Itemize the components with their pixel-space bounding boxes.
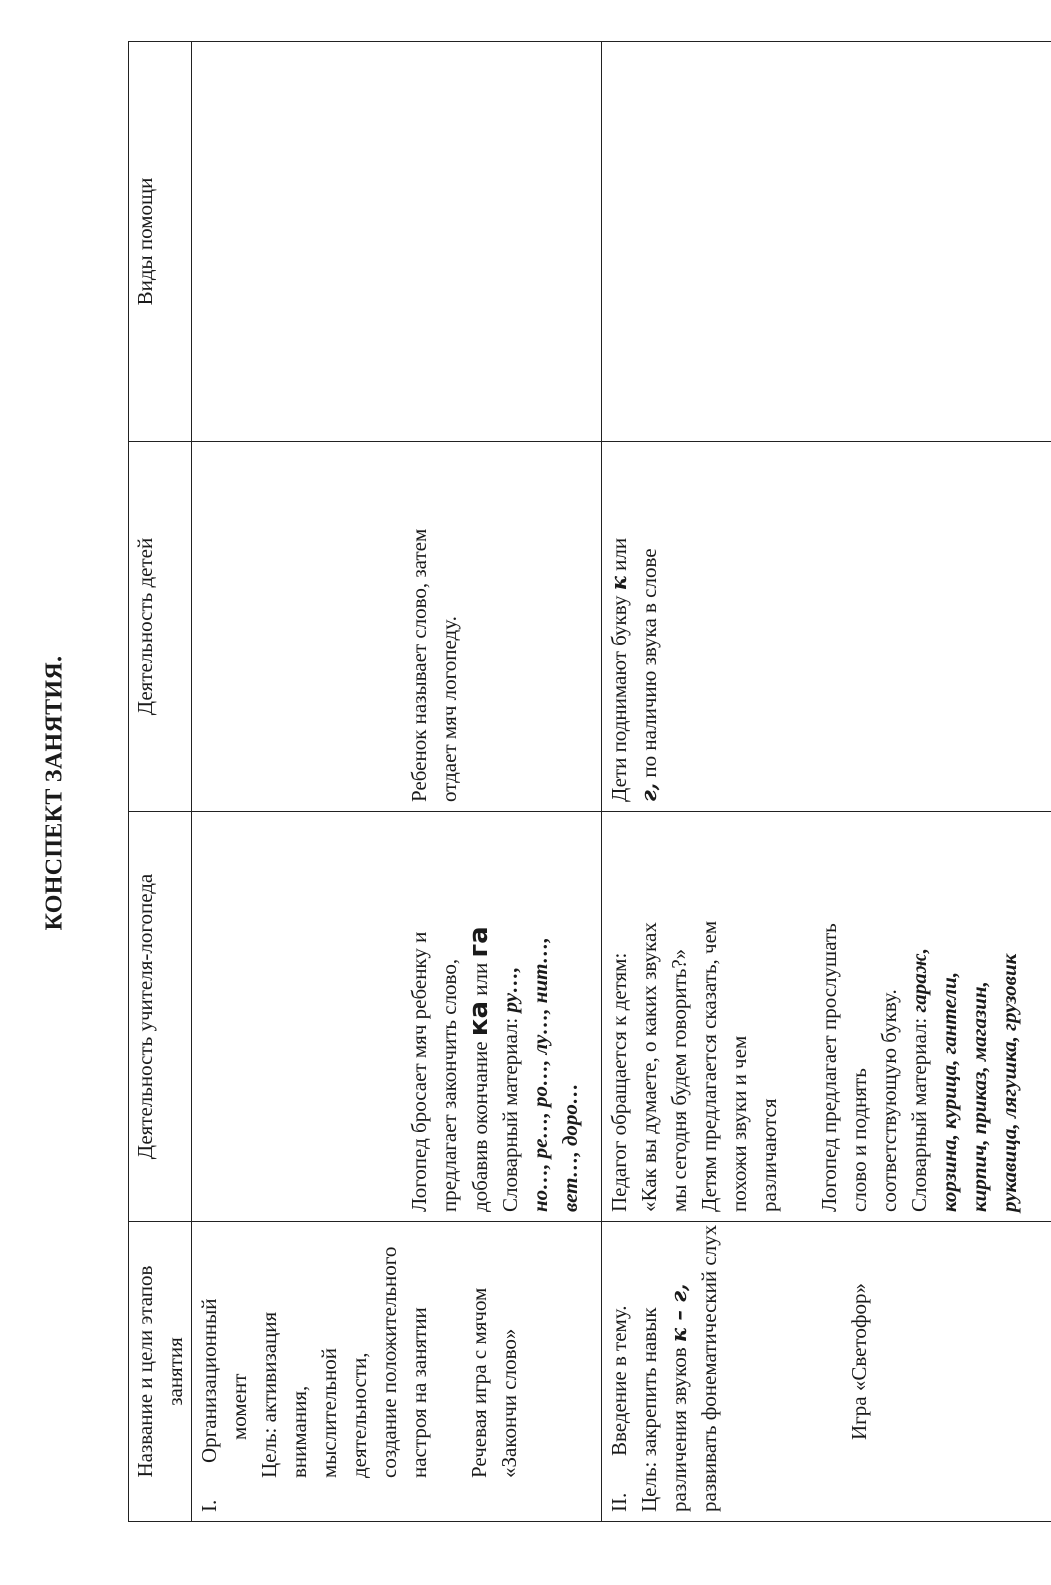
material-label: Словарный материал: [907, 1017, 931, 1212]
row2-teacher-material [904, 821, 934, 1212]
row2-help-cell [602, 42, 1051, 442]
row2-game: Игра «Светофор» [847, 1283, 871, 1440]
header-children: Деятельность детей [129, 442, 192, 812]
row2-teacher-line: соответствующую букву. [877, 989, 901, 1212]
row2-teacher-line: похожи звуки и чем [727, 1035, 751, 1212]
ending-prefix: добавив окончание [468, 1041, 492, 1212]
row1-children-line: отдает мяч логопеду. [437, 616, 461, 802]
table-header-row [129, 42, 192, 1522]
row1-game-line: Речевая игра с мячом [467, 1287, 491, 1478]
row2-teacher-cell [602, 812, 1051, 1222]
row1-goal-line: настроя на занятии [407, 1307, 431, 1478]
row2-material-words: кирпич, приказ, магазин, [967, 981, 991, 1212]
table-row [192, 42, 602, 1522]
header-stage: Название и цели этапов занятия [129, 1222, 192, 1522]
row2-children-cell [602, 442, 1051, 812]
row1-goal-line: создание положительного [377, 1246, 401, 1478]
table-row [602, 42, 1051, 1522]
ending-or: или [468, 962, 492, 996]
row2-goal-line: Цель: закрепить навык [637, 1307, 661, 1512]
row2-teacher-line: Детям предлагается сказать, чем [697, 920, 721, 1212]
row1-game-line: «Закончи слово» [497, 1328, 521, 1478]
row1-stage-cell [192, 1222, 602, 1522]
lesson-table [128, 41, 1051, 1522]
children-suffix: по наличию звука в слове [637, 548, 661, 778]
row2-teacher-line: мы сегодня будем говорить?» [667, 948, 691, 1212]
row2-material-words: рукавица, лягушка, грузовик [997, 953, 1021, 1212]
row2-goal-line [664, 1231, 694, 1512]
row1-teacher-cell [192, 812, 602, 1222]
row1-children-line: Ребенок называет слово, затем [407, 528, 431, 802]
row1-material-words: но…, ре…, ро…, лу…, нит…, [528, 937, 552, 1212]
material-words: ру…, [498, 966, 522, 1013]
row2-teacher-line: «Как вы думаете, о каких звуках [637, 922, 661, 1212]
row2-teacher-line: Педагог обращается к детям: [607, 952, 631, 1212]
ending-ga: га [464, 926, 494, 958]
row1-teacher-line: предлагает закончить слово, [437, 958, 461, 1212]
material-label: Словарный материал: [498, 1017, 522, 1212]
row2-stage-title [604, 1231, 634, 1512]
children-or: или [607, 537, 631, 571]
header-help: Виды помощи [129, 42, 192, 442]
row1-teacher-line: Логопед бросает мяч ребенку и [407, 931, 431, 1212]
row2-teacher-line: Логопед предлагает прослушать [817, 923, 841, 1212]
goal-prefix: различения звуков [667, 1347, 691, 1512]
row2-stage-name: Введение в тему. [607, 1305, 631, 1456]
row1-teacher-material [495, 821, 525, 1212]
row1-teacher-ending [464, 821, 495, 1212]
row2-stage-cell [602, 1222, 1051, 1522]
row1-stage-num: I. [197, 1499, 221, 1512]
row1-stage-name: Организационный [197, 1298, 221, 1463]
letter-g: г, [636, 782, 661, 802]
rotated-table-page [128, 42, 1051, 1522]
row1-children-cell [192, 442, 602, 812]
row1-stage-name2: момент [227, 1373, 251, 1440]
page-title: КОНСПЕКТ ЗАНЯТИЯ. [41, 655, 68, 931]
row1-stage-title [194, 1231, 224, 1512]
children-prefix: Дети поднимают букву [607, 595, 631, 802]
row2-goal-line: развивать фонематический слух [697, 1224, 721, 1512]
row2-stage-num: II. [607, 1492, 631, 1512]
row2-teacher-line: слово и поднять [847, 1068, 871, 1212]
letter-k: к [606, 576, 631, 591]
row2-teacher-line: различаются [757, 1098, 781, 1212]
row1-help-cell [192, 42, 602, 442]
sounds-k-g: к – г, [666, 1283, 691, 1343]
row2-children-line [634, 451, 664, 802]
row1-goal-line: мыслительной деятельности, [317, 1348, 371, 1478]
ending-ka: ка [464, 1000, 494, 1037]
row2-children-line [604, 451, 634, 802]
row1-goal-line: Цель: активизация внимания, [257, 1311, 311, 1478]
row2-material-words: корзина, курица, гантели, [937, 971, 961, 1212]
material-words: гараж, [907, 947, 931, 1013]
header-teacher: Деятельность учителя-логопеда [129, 812, 192, 1222]
row1-material-words: вет…, доро… [558, 1083, 582, 1212]
